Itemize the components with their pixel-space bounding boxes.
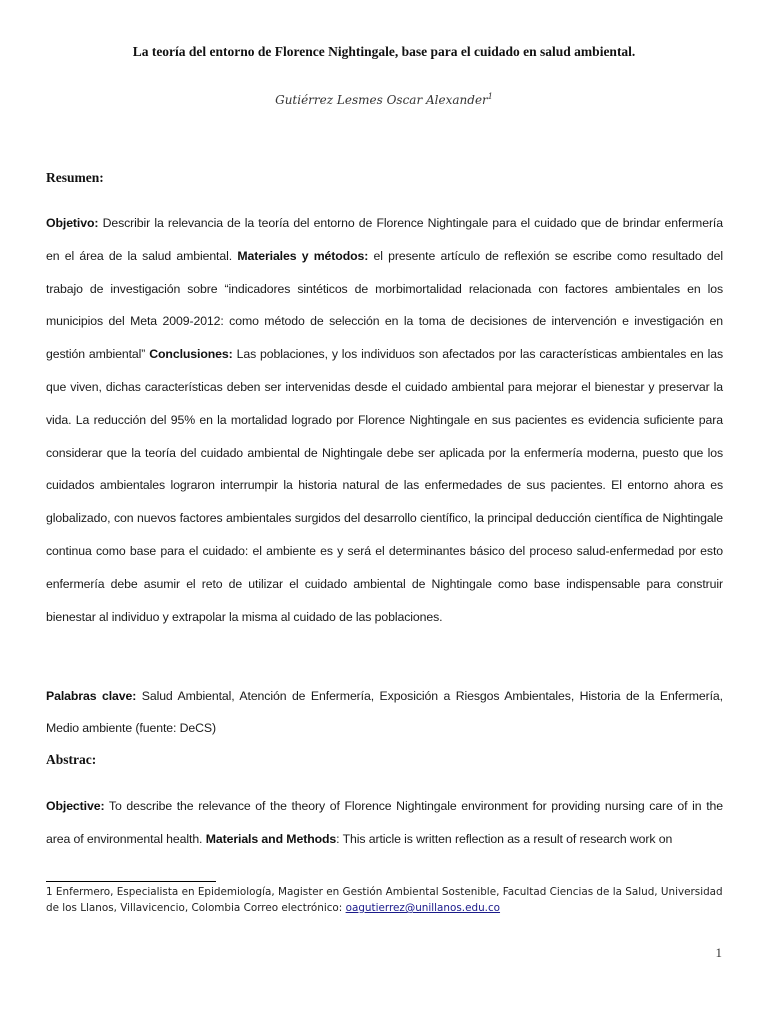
resumen-heading: Resumen: [46, 170, 104, 185]
footnote-email-link[interactable]: oagutierrez@unillanos.edu.co [345, 902, 501, 914]
author-name: Gutiérrez Lesmes Oscar Alexander [275, 93, 488, 107]
resumen-paragraph [46, 207, 723, 633]
materiales-label: Materiales y métodos: [237, 248, 369, 263]
objective-text: To describe the relevance of the theory of Florence Nightingale environment for providing nursing care of in the area of environmental health. [46, 799, 723, 846]
conclusiones-label: Conclusiones: [149, 347, 233, 362]
abstract-paragraph [46, 790, 723, 856]
paper-title: La teoría del entorno de Florence Nightingale, base para el cuidado en salud ambiental. [132, 44, 636, 59]
objetivo-text: Describir la relevancia de la teoría del entorno de Florence Nightingale para el cuidado que de brindar enfermería en el área de la salud ambiental. [46, 216, 723, 263]
palabras-clave-paragraph [46, 680, 723, 744]
author-line [46, 92, 722, 107]
footnote-text: 1 Enfermero, Especialista en Epidemiología, Magister en Gestión Ambiental Sostenible, Facultad Ciencias de la Salud, Universidad de los Llanos, Villavicencio, Colombia Correo electrónico: [46, 886, 723, 914]
objective-label: Objective: [46, 799, 105, 813]
footnote [46, 884, 726, 916]
methods-label: Materials and Methods [205, 831, 337, 846]
abstract-heading: Abstrac: [46, 752, 97, 767]
page-number: 1 [715, 945, 722, 960]
palabras-clave-label: Palabras clave: [46, 689, 137, 703]
methods-text: : This article is written reflection as a result of research work on [336, 831, 673, 846]
materiales-text: el presente artículo de reflexión se escribe como resultado del trabajo de investigación sobre “indicadores sintéticos de morbimortalidad relacionada con factores ambientales en los municipios del Meta 2009-2012: como método de selección en la toma de decisiones de intervención e investigación en gestión ambiental” [46, 248, 724, 362]
palabras-clave-text: Salud Ambiental, Atención de Enfermería, Exposición a Riesgos Ambientales, Historia de la Enfermería, Medio ambiente (fuente: DeCS) [46, 689, 723, 735]
footnote-separator [46, 881, 216, 882]
objetivo-label: Objetivo: [46, 216, 99, 230]
author-footnote-mark: 1 [487, 92, 493, 101]
conclusiones-text: Las poblaciones, y los individuos son afectados por las características ambientales en las que viven, dichas características deben ser intervenidas desde el cuidado ambiental para mejorar el bienestar y preservar la vida. La reducción del 95% en la mortalidad logrado por Florence Nightingale en sus pacientes es evidencia suficiente para considerar que la teoría del cuidado ambiental de Nightingale debe ser aplicada por la enfermería moderna, puesto que los cuidados ambientales lograron interrumpir la historia natural de las enfermedades de sus pacientes. El entorno ahora es globalizado, con nuevos factores ambientales surgidos del desarrollo científico, la principal deducción científica de Nightingale continua como base para el cuidado: el ambiente es y será el determinantes básico del proceso salud-enfermedad por esto enfermería debe asumir el reto de utilizar el cuidado ambiental de Nightingale como base indispensable para construir bienestar al individuo y extrapolar la misma al cuidado de las poblaciones. [46, 347, 723, 624]
